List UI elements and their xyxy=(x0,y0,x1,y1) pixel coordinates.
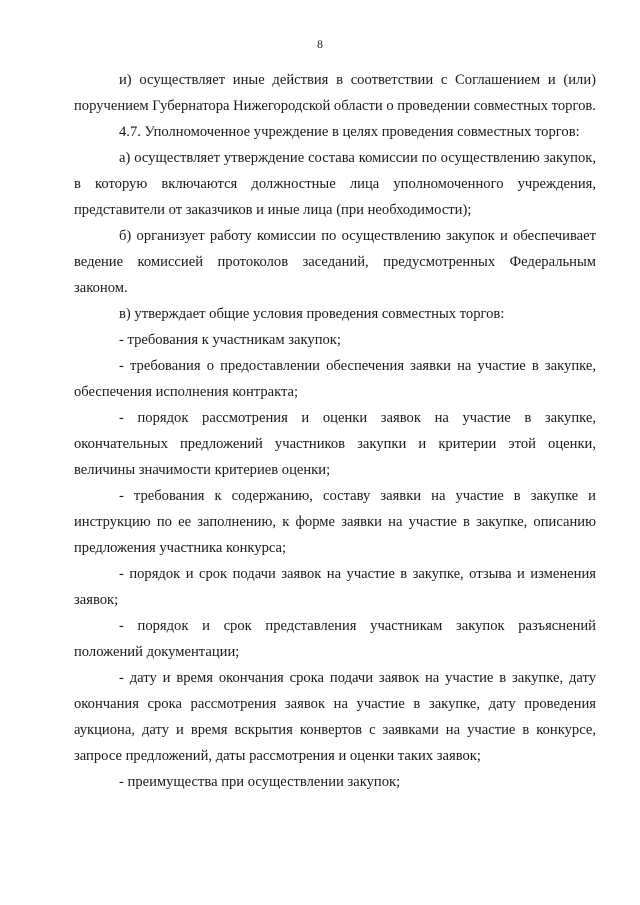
page-number: 8 xyxy=(317,37,323,51)
list-item-dates-and-times: - дату и время окончания срока подачи заявок на участие в закупке, дату окончания срока рассмотрения заявок на участие в закупке, дату проведения аукциона, дату и время вскрытия конвертов с заявками на участие в конкурсе, запросе предложений, даты рассмотрения и оценки таких заявок; xyxy=(74,670,596,764)
list-item-submission-procedure: - порядок и срок подачи заявок на участие в закупке, отзыва и изменения заявок; xyxy=(74,566,596,608)
list-item-advantages: - преимущества при осуществлении закупок; xyxy=(119,774,401,790)
paragraph-v: в) утверждает общие условия проведения совместных торгов: xyxy=(119,306,505,322)
list-item-evaluation-procedure: - порядок рассмотрения и оценки заявок на участие в закупке, окончательных предложений участников закупки и критерии этой оценки, величины значимости критериев оценки; xyxy=(74,410,596,478)
list-item-participant-requirements: - требования к участникам закупок; xyxy=(119,332,341,348)
document-body xyxy=(74,67,596,795)
paragraph-4-7: 4.7. Уполномоченное учреждение в целях проведения совместных торгов: xyxy=(119,124,580,140)
list-item-application-requirements: - требования к содержанию, составу заявки на участие в закупке и инструкцию по ее заполнению, к форме заявки на участие в закупке, описанию предложения участника конкурса; xyxy=(74,488,596,556)
list-item-clarification-procedure: - порядок и срок представления участникам закупок разъяснений положений документации; xyxy=(74,618,596,660)
paragraph-b: б) организует работу комиссии по осуществлению закупок и обеспечивает ведение комиссией протоколов заседаний, предусмотренных Федеральным законом. xyxy=(74,228,596,296)
paragraph-a: а) осуществляет утверждение состава комиссии по осуществлению закупок, в которую включаются должностные лица уполномоченного учреждения, представители от заказчиков и иные лица (при необходимости); xyxy=(74,150,596,218)
list-item-security-requirements: - требования о предоставлении обеспечения заявки на участие в закупке, обеспечения исполнения контракта; xyxy=(74,358,596,400)
paragraph-i: и) осуществляет иные действия в соответствии с Соглашением и (или) поручением Губернатора Нижегородской области о проведении совместных торгов. xyxy=(74,72,596,114)
